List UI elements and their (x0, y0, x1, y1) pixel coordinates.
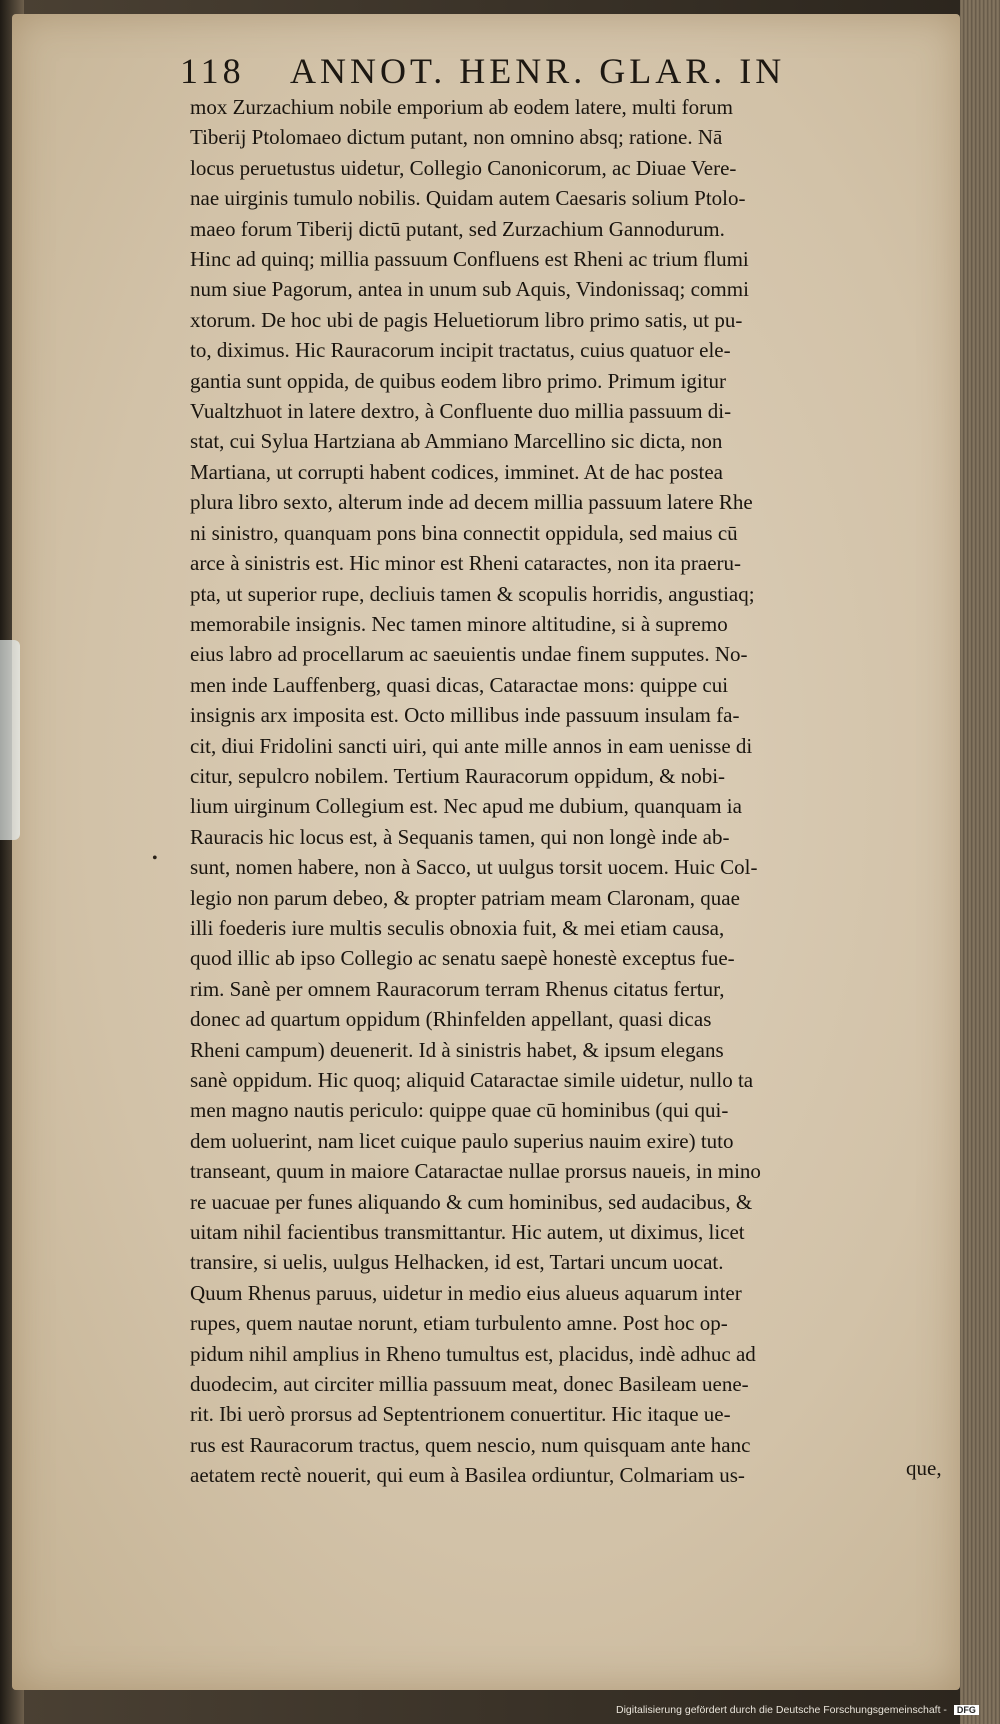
text-line: plura libro sexto, alterum inde ad decem millia passuum latere Rhe (190, 490, 753, 515)
text-line: lium uirginum Collegium est. Nec apud me dubium, quanquam ia (190, 794, 742, 819)
text-line: quod illic ab ipso Collegio ac senatu saepè honestè exceptus fue- (190, 946, 735, 971)
text-line: arce à sinistris est. Hic minor est Rheni cataractes, non ita praeru- (190, 551, 742, 576)
text-line: Rauracis hic locus est, à Sequanis tamen, qui non longè inde ab- (190, 824, 730, 849)
text-line: Hinc ad quinq; millia passuum Confluens est Rheni ac trium flumi (190, 247, 749, 272)
page-fore-edge (960, 0, 1000, 1724)
text-line: ni sinistro, quanquam pons bina connectit oppidula, sed maius cū (190, 520, 738, 545)
page-marker-tab (0, 640, 20, 840)
text-line: Vualtzhuot in latere dextro, à Confluente duo millia passuum di- (190, 399, 732, 424)
text-line: Rheni campum) deuenerit. Id à sinistris habet, & ipsum elegans (190, 1037, 724, 1062)
text-line: transire, si uelis, uulgus Helhacken, id est, Tartari uncum uocat. (190, 1250, 724, 1275)
text-line: citur, sepulcro nobilem. Tertium Rauracorum oppidum, & nobi- (190, 763, 726, 788)
digitization-footer (616, 1704, 979, 1716)
text-line: sanè oppidum. Hic quoq; aliquid Cataractae simile uidetur, nullo ta (190, 1068, 754, 1092)
dfg-logo: DFG (954, 1705, 979, 1715)
text-line: transeant, quum in maiore Cataractae nullae prorsus naueis, in mino (190, 1159, 761, 1184)
text-line: rupes, quem nautae norunt, etiam turbulento amne. Post hoc op- (190, 1311, 728, 1336)
text-line: eius labro ad procellarum ac saeuientis undae finem supputes. No- (190, 642, 748, 667)
text-line: to, diximus. Hic Rauracorum incipit tractatus, cuius quatuor ele- (190, 338, 731, 363)
text-line: duodecim, aut circiter millia passuum meat, donec Basileam uene- (190, 1372, 749, 1397)
body-text (190, 92, 950, 1491)
margin-mark: • (152, 850, 158, 867)
text-line: insignis arx imposita est. Octo millibus inde passuum insulam fa- (190, 703, 740, 728)
text-line: legio non parum debeo, & propter patriam meam Claronam, quae (190, 885, 740, 910)
text-line: pta, ut superior rupe, decliuis tamen & scopulis horridis, angustiaq; (190, 581, 755, 606)
text-line: rit. Ibi uerò prorsus ad Septentrionem conuertitur. Hic itaque ue- (190, 1402, 731, 1427)
text-line: pidum nihil amplius in Rheno tumultus est, placidus, indè adhuc ad (190, 1341, 756, 1366)
text-line: rim. Sanè per omnem Rauracorum terram Rhenus citatus fertur, (190, 976, 725, 1001)
text-line: Quum Rhenus paruus, uidetur in medio eius alueus aquarum inter (190, 1280, 742, 1305)
text-line: men inde Lauffenberg, quasi dicas, Cataractae mons: quippe cui (190, 672, 729, 697)
text-line: Martiana, ut corrupti habent codices, imminet. At de hac postea (190, 459, 723, 484)
text-line: maeo forum Tiberij dictū putant, sed Zurzachium Gannodurum. (190, 216, 725, 241)
text-line: donec ad quartum oppidum (Rhinfelden appellant, quasi dicas (190, 1007, 712, 1032)
text-line: gantia sunt oppida, de quibus eodem libro primo. Primum igitur (190, 368, 727, 393)
text-line: uitam nihil facientibus transmittantur. Hic autem, ut diximus, licet (190, 1220, 745, 1245)
text-line: dem uoluerint, nam licet cuique paulo superius nauim exire) tuto (190, 1128, 734, 1153)
footer-credit: Digitalisierung gefördert durch die Deutsche Forschungsgemeinschaft - (616, 1704, 947, 1716)
text-line: cit, diui Fridolini sancti uiri, qui ante mille annos in eam uenisse di (190, 733, 753, 758)
text-line: locus peruetustus uidetur, Collegio Canonicorum, ac Diuae Vere- (190, 155, 737, 180)
text-line: re uacuae per funes aliquando & cum hominibus, sed audacibus, & (190, 1189, 753, 1214)
page-header (180, 50, 880, 94)
text-line: aetatem rectè nouerit, qui eum à Basilea ordiuntur, Colmariam us- (190, 1463, 745, 1488)
catchword: que, (906, 1456, 942, 1480)
text-line: illi foederis iure multis seculis obnoxia fuit, & mei etiam causa, (190, 915, 725, 940)
text-line: mox Zurzachium nobile emporium ab eodem latere, multi forum (190, 95, 733, 119)
text-line: stat, cui Sylua Hartziana ab Ammiano Marcellino sic dicta, non (190, 429, 723, 454)
text-line: sunt, nomen habere, non à Sacco, ut uulgus torsit uocem. Huic Col- (190, 855, 758, 880)
page-number: 118 (180, 51, 245, 91)
text-line: men magno nautis periculo: quippe quae cū hominibus (qui qui- (190, 1098, 729, 1123)
running-title: ANNOT. HENR. GLAR. IN (290, 51, 786, 91)
text-line: Tiberij Ptolomaeo dictum putant, non omnino absq; ratione. Nā (190, 125, 723, 150)
text-line: rus est Rauracorum tractus, quem nescio, num quisquam ante hanc (190, 1432, 751, 1457)
text-line: xtorum. De hoc ubi de pagis Heluetiorum libro primo satis, ut pu- (190, 307, 743, 332)
text-line: nae uirginis tumulo nobilis. Quidam autem Caesaris solium Ptolo- (190, 186, 746, 211)
text-line: memorabile insignis. Nec tamen minore altitudine, si à supremo (190, 611, 728, 636)
text-line: num siue Pagorum, antea in unum sub Aquis, Vindonissaq; commi (190, 277, 749, 302)
